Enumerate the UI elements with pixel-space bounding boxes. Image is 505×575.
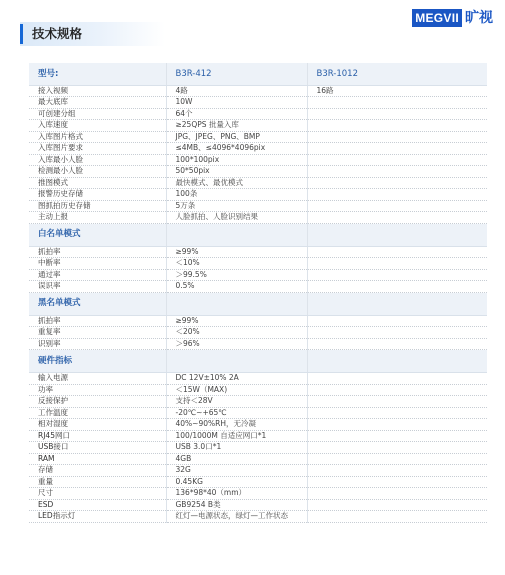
spec-label: 入库速度 [29, 120, 166, 132]
spec-value: JPG、JPEG、PNG、BMP [166, 131, 307, 143]
spec-value: ＜15W（MAX) [166, 384, 307, 396]
spec-value-2 [307, 396, 487, 408]
spec-label: 入库图片要求 [29, 143, 166, 155]
spec-value: ≥99% [166, 315, 307, 327]
hardware-row [29, 396, 487, 408]
hardware-row [29, 465, 487, 477]
spec-value: 最快模式、最优模式 [166, 177, 307, 189]
hardware-row [29, 442, 487, 454]
hardware-row [29, 453, 487, 465]
blacklist-row [29, 315, 487, 327]
general-spec-row [29, 200, 487, 212]
spec-value: 32G [166, 465, 307, 477]
spec-value-2 [307, 143, 487, 155]
spec-value-2 [307, 384, 487, 396]
spec-label: LED指示灯 [29, 511, 166, 523]
spec-value: ＜10% [166, 258, 307, 270]
page-title: 技术规格 [32, 26, 83, 41]
hardware-row [29, 373, 487, 385]
general-spec-row [29, 120, 487, 132]
megvii-logo [412, 8, 493, 28]
whitelist-section-header [29, 223, 487, 246]
blacklist-row [29, 338, 487, 350]
header-accent-bar [20, 24, 23, 44]
spec-label: 主动上报 [29, 212, 166, 224]
spec-value-2 [307, 269, 487, 281]
hardware-row [29, 511, 487, 523]
spec-value-2 [307, 258, 487, 270]
spec-value-2 [307, 131, 487, 143]
spec-value: 人脸抓拍、人脸识别结果 [166, 212, 307, 224]
general-spec-row [29, 154, 487, 166]
model-b3r-1012: B3R-1012 [307, 63, 487, 85]
whitelist-row [29, 246, 487, 258]
section-spacer [166, 350, 307, 373]
spec-value: 50*50pix [166, 166, 307, 178]
hardware-row [29, 488, 487, 500]
general-spec-row [29, 97, 487, 109]
section-spacer [307, 350, 487, 373]
hardware-row [29, 476, 487, 488]
spec-value-2 [307, 476, 487, 488]
spec-label: 检测最小人脸 [29, 166, 166, 178]
spec-value: 5万条 [166, 200, 307, 212]
spec-label: 抓拍率 [29, 315, 166, 327]
spec-value-2 [307, 200, 487, 212]
spec-value-2 [307, 97, 487, 109]
spec-value: 136*98*40（mm） [166, 488, 307, 500]
whitelist-row [29, 269, 487, 281]
spec-label: 推图模式 [29, 177, 166, 189]
spec-label: 输入电源 [29, 373, 166, 385]
spec-value: ≤4MB、≤4096*4096pix [166, 143, 307, 155]
spec-label: 识别率 [29, 338, 166, 350]
section-spacer [166, 223, 307, 246]
section-title: 白名单模式 [29, 223, 166, 246]
spec-value-2 [307, 177, 487, 189]
spec-label: 图抓拍历史存储 [29, 200, 166, 212]
spec-label: 抓拍率 [29, 246, 166, 258]
spec-value: ＜20% [166, 327, 307, 339]
spec-label: 重量 [29, 476, 166, 488]
whitelist-row [29, 281, 487, 293]
spec-value: ＞99.5% [166, 269, 307, 281]
section-spacer [307, 292, 487, 315]
general-spec-row [29, 143, 487, 155]
spec-label: 接入视频 [29, 85, 166, 97]
spec-label: 功率 [29, 384, 166, 396]
section-header [20, 22, 165, 46]
spec-value-2 [307, 108, 487, 120]
spec-value: 10W [166, 97, 307, 109]
section-spacer [307, 223, 487, 246]
model-row [29, 63, 487, 85]
spec-value-2 [307, 407, 487, 419]
hardware-row [29, 419, 487, 431]
spec-label: 相对湿度 [29, 419, 166, 431]
spec-table [29, 63, 487, 523]
spec-label: 通过率 [29, 269, 166, 281]
spec-value-2 [307, 189, 487, 201]
spec-value: 40%~90%RH，无冷凝 [166, 419, 307, 431]
spec-value-2 [307, 154, 487, 166]
spec-value-2 [307, 499, 487, 511]
spec-value: 100条 [166, 189, 307, 201]
blacklist-row [29, 327, 487, 339]
spec-label: 入库图片格式 [29, 131, 166, 143]
logo-chinese: 旷视 [465, 10, 493, 26]
spec-label: 误识率 [29, 281, 166, 293]
spec-value: ≥25QPS 批量入库 [166, 120, 307, 132]
spec-value-2 [307, 488, 487, 500]
spec-value: 0.5% [166, 281, 307, 293]
spec-label: 重复率 [29, 327, 166, 339]
spec-value: 支持＜28V [166, 396, 307, 408]
general-spec-row [29, 177, 487, 189]
general-spec-row [29, 108, 487, 120]
spec-value-2 [307, 166, 487, 178]
spec-value-2 [307, 246, 487, 258]
general-spec-row [29, 212, 487, 224]
model-label: 型号: [29, 63, 166, 85]
hardware-row [29, 384, 487, 396]
general-spec-row [29, 85, 487, 97]
spec-value-2 [307, 338, 487, 350]
spec-value: 100*100pix [166, 154, 307, 166]
spec-label: 报警历史存储 [29, 189, 166, 201]
spec-label: 入库最小人脸 [29, 154, 166, 166]
spec-label: 最大底库 [29, 97, 166, 109]
spec-value: 100/1000M 自适应网口*1 [166, 430, 307, 442]
spec-value: 4路 [166, 85, 307, 97]
spec-value-2 [307, 373, 487, 385]
hardware-row [29, 430, 487, 442]
logo-wordmark: MEGVII [412, 9, 462, 27]
spec-value: DC 12V±10% 2A [166, 373, 307, 385]
spec-value: ≥99% [166, 246, 307, 258]
hardware-section-header [29, 350, 487, 373]
spec-value-2 [307, 430, 487, 442]
spec-label: 存储 [29, 465, 166, 477]
spec-label: USB接口 [29, 442, 166, 454]
spec-value: 64个 [166, 108, 307, 120]
spec-value: ＞96% [166, 338, 307, 350]
whitelist-row [29, 258, 487, 270]
spec-value-2 [307, 315, 487, 327]
spec-label: RJ45网口 [29, 430, 166, 442]
spec-value: -20℃~+65℃ [166, 407, 307, 419]
spec-value-2 [307, 212, 487, 224]
blacklist-section-header [29, 292, 487, 315]
spec-label: 中断率 [29, 258, 166, 270]
section-spacer [166, 292, 307, 315]
hardware-row [29, 499, 487, 511]
section-title: 硬件指标 [29, 350, 166, 373]
section-title: 黑名单模式 [29, 292, 166, 315]
spec-value-2 [307, 419, 487, 431]
spec-value-2 [307, 120, 487, 132]
spec-label: ESD [29, 499, 166, 511]
spec-value-2 [307, 465, 487, 477]
spec-label: RAM [29, 453, 166, 465]
spec-value: 红灯—电源状态，绿灯—工作状态 [166, 511, 307, 523]
general-spec-row [29, 189, 487, 201]
spec-value-2: 16路 [307, 85, 487, 97]
general-spec-row [29, 166, 487, 178]
spec-label: 尺寸 [29, 488, 166, 500]
spec-value-2 [307, 327, 487, 339]
spec-value: GB9254 B类 [166, 499, 307, 511]
spec-value-2 [307, 442, 487, 454]
spec-value: 0.45KG [166, 476, 307, 488]
model-b3r-412: B3R-412 [166, 63, 307, 85]
spec-value: 4GB [166, 453, 307, 465]
spec-value-2 [307, 453, 487, 465]
hardware-row [29, 407, 487, 419]
general-spec-row [29, 131, 487, 143]
spec-value-2 [307, 511, 487, 523]
spec-value: USB 3.0口*1 [166, 442, 307, 454]
spec-value-2 [307, 281, 487, 293]
spec-label: 可创建分组 [29, 108, 166, 120]
spec-label: 工作温度 [29, 407, 166, 419]
spec-label: 反接保护 [29, 396, 166, 408]
